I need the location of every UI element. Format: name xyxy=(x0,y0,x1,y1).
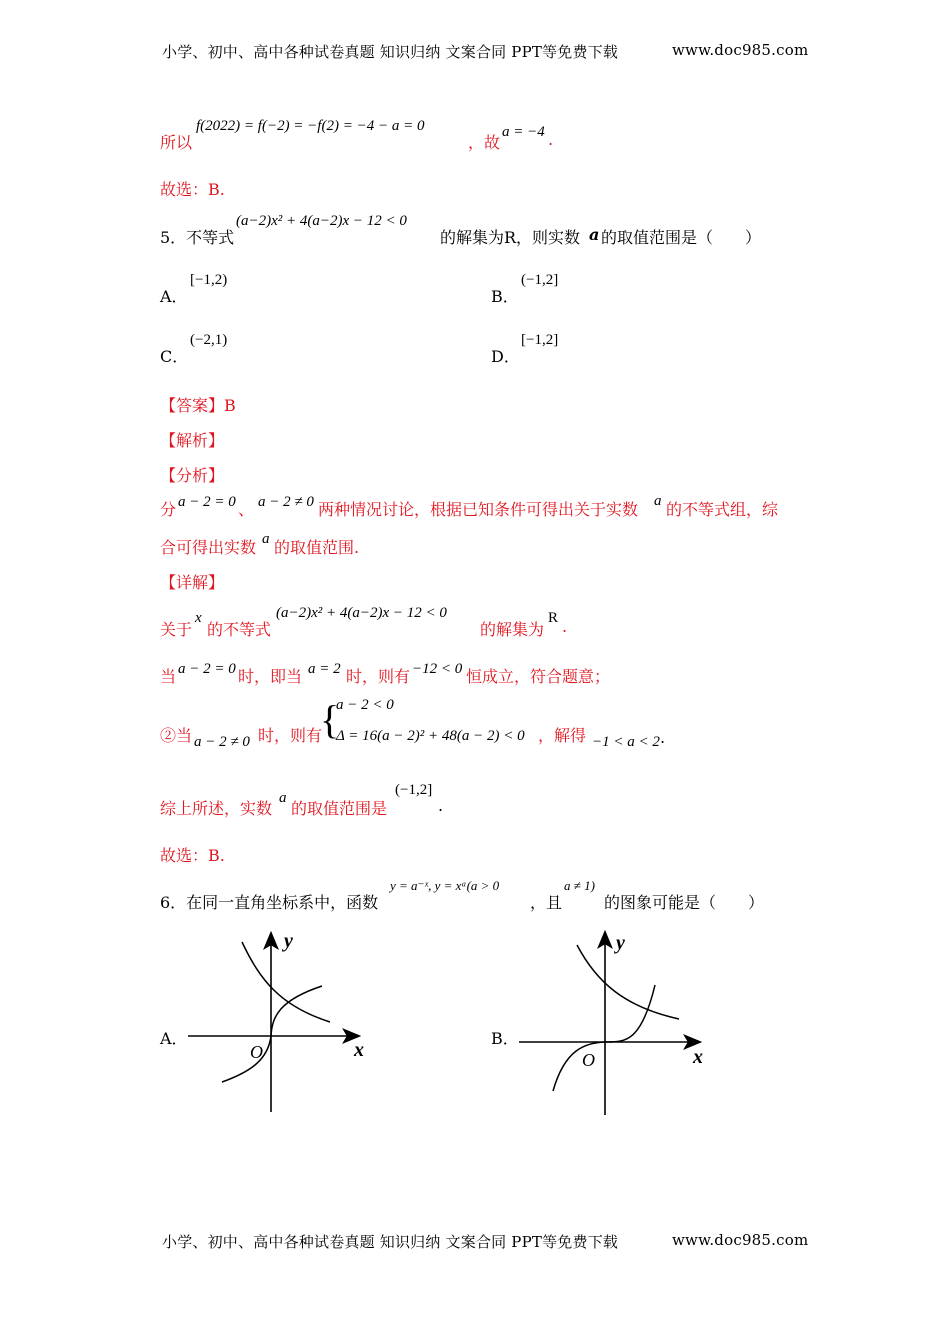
graph-b-x-label: x xyxy=(693,1046,703,1068)
fenxi-1m3: a xyxy=(654,493,662,509)
fenxi-1b: 、 xyxy=(238,500,255,519)
detail3-b: 时，则有 xyxy=(258,726,323,745)
q6-mid: ，且 xyxy=(530,893,563,912)
fenxi-2a: 合可得出实数 xyxy=(160,538,257,557)
detail2-b: 时，即当 xyxy=(238,667,303,686)
detail3-sys2: Δ = 16(a − 2)² + 48(a − 2) < 0 xyxy=(336,728,525,744)
q5-tail-post: 的取值范围是（ ） xyxy=(601,228,762,247)
header-url: www.doc985.com xyxy=(672,41,809,59)
q6-cond: a ≠ 1) xyxy=(564,878,595,893)
graph-a-increasing-curve xyxy=(222,986,322,1082)
q6-graph-b xyxy=(515,925,715,1125)
detail1-c: 的解集为 xyxy=(480,620,545,639)
q5-number: 5．不等式 xyxy=(160,228,235,247)
footer-url: www.doc985.com xyxy=(672,1231,809,1249)
detail2-a: 当 xyxy=(160,667,177,686)
q6-number: 6．在同一直角坐标系中，函数 xyxy=(160,893,379,912)
detail3-m2: −1 < a < 2 xyxy=(592,734,660,750)
q5-option-d-label: D． xyxy=(491,347,520,366)
graph-a-decreasing-curve xyxy=(242,942,330,1022)
fenxi-1c: 两种情况讨论，根据已知条件可得出关于实数 xyxy=(318,500,639,519)
fenxi-1d: 的不等式组，综 xyxy=(666,500,779,519)
q5-inequality: (a−2)x² + 4(a−2)x − 12 < 0 xyxy=(236,213,407,229)
detail4-c: . xyxy=(438,796,444,815)
prev-choose: 故选：B. xyxy=(160,180,225,199)
prev-gu: ，故 xyxy=(468,133,501,152)
detail3-c: ，解得 xyxy=(538,726,587,745)
q5-tail-pre: 的解集为R，则实数 xyxy=(440,228,581,247)
graph-a-origin: O xyxy=(250,1042,263,1062)
q5-option-c-label: C． xyxy=(160,347,189,366)
detail1-b: 的不等式 xyxy=(207,620,272,639)
fenxi-1m2: a − 2 ≠ 0 xyxy=(258,494,314,510)
detail4-m1: a xyxy=(279,790,287,806)
q5-option-a-value: [−1,2) xyxy=(190,272,228,288)
detail4-m2: (−1,2] xyxy=(395,782,433,798)
footer-banner: 小学、初中、高中各种试卷真题 知识归纳 文案合同 PPT等免费下载 xyxy=(162,1233,619,1251)
graph-a-y-label: y xyxy=(284,930,293,952)
detail4-a: 综上所述，实数 xyxy=(160,799,273,818)
detail3-sys1: a − 2 < 0 xyxy=(336,697,394,713)
prev-a-value: a = −4 xyxy=(502,124,545,140)
detail1-ineq: (a−2)x² + 4(a−2)x − 12 < 0 xyxy=(276,605,447,621)
graph-b-y-label: y xyxy=(616,932,625,954)
detail1-d: . xyxy=(562,617,568,636)
detail2-m3: −12 < 0 xyxy=(412,661,463,677)
detail2-m1: a − 2 = 0 xyxy=(178,661,236,677)
q5-fenxi-title: 【分析】 xyxy=(160,466,225,485)
detail1-m3: R xyxy=(548,610,559,626)
detail2-m2: a = 2 xyxy=(308,661,341,677)
q5-option-b-label: B． xyxy=(491,287,519,306)
q6-graph-a xyxy=(180,920,380,1120)
q5-option-c-value: (−2,1) xyxy=(190,332,228,348)
prev-equation: f(2022) = f(−2) = −f(2) = −4 − a = 0 xyxy=(196,118,425,134)
graph-b-origin: O xyxy=(582,1050,595,1070)
fenxi-2m: a xyxy=(262,531,270,547)
q5-choose: 故选：B. xyxy=(160,846,225,865)
q6-graph-a-label: A． xyxy=(160,1029,188,1048)
fenxi-2b: 的取值范围. xyxy=(274,538,360,557)
detail3-d: . xyxy=(660,728,666,747)
q5-option-d-value: [−1,2] xyxy=(521,332,559,348)
fenxi-1a: 分 xyxy=(160,500,177,519)
graph-b-decreasing-curve xyxy=(577,945,679,1019)
detail2-d: 恒成立，符合题意； xyxy=(466,667,611,686)
detail1-a: 关于 xyxy=(160,620,193,639)
q5-option-b-value: (−1,2] xyxy=(521,272,559,288)
q5-var-a: a xyxy=(589,225,600,244)
detail3-a: ②当 xyxy=(160,726,193,745)
prev-period: . xyxy=(548,130,554,149)
q6-funcs: y = a⁻ˣ, y = xᵃ(a > 0 xyxy=(390,878,500,893)
detail1-m1: x xyxy=(195,610,202,626)
detail2-c: 时，则有 xyxy=(346,667,411,686)
fenxi-1m1: a − 2 = 0 xyxy=(178,494,236,510)
graph-b-power-curve xyxy=(553,985,655,1091)
header-banner: 小学、初中、高中各种试卷真题 知识归纳 文案合同 PPT等免费下载 xyxy=(162,43,619,61)
q5-xiangjie-title: 【详解】 xyxy=(160,573,225,592)
q5-answer: 【答案】B xyxy=(160,396,236,415)
system-brace: { xyxy=(320,697,340,742)
q5-jiexi: 【解析】 xyxy=(160,431,225,450)
graph-a-x-label: x xyxy=(354,1039,364,1061)
q5-option-a-label: A． xyxy=(160,287,188,306)
prev-suoyi: 所以 xyxy=(160,133,193,152)
detail4-b: 的取值范围是 xyxy=(291,799,388,818)
q6-tail: 的图象可能是（ ） xyxy=(604,893,765,912)
detail3-m1: a − 2 ≠ 0 xyxy=(194,734,250,750)
q6-graph-b-label: B． xyxy=(491,1029,519,1048)
